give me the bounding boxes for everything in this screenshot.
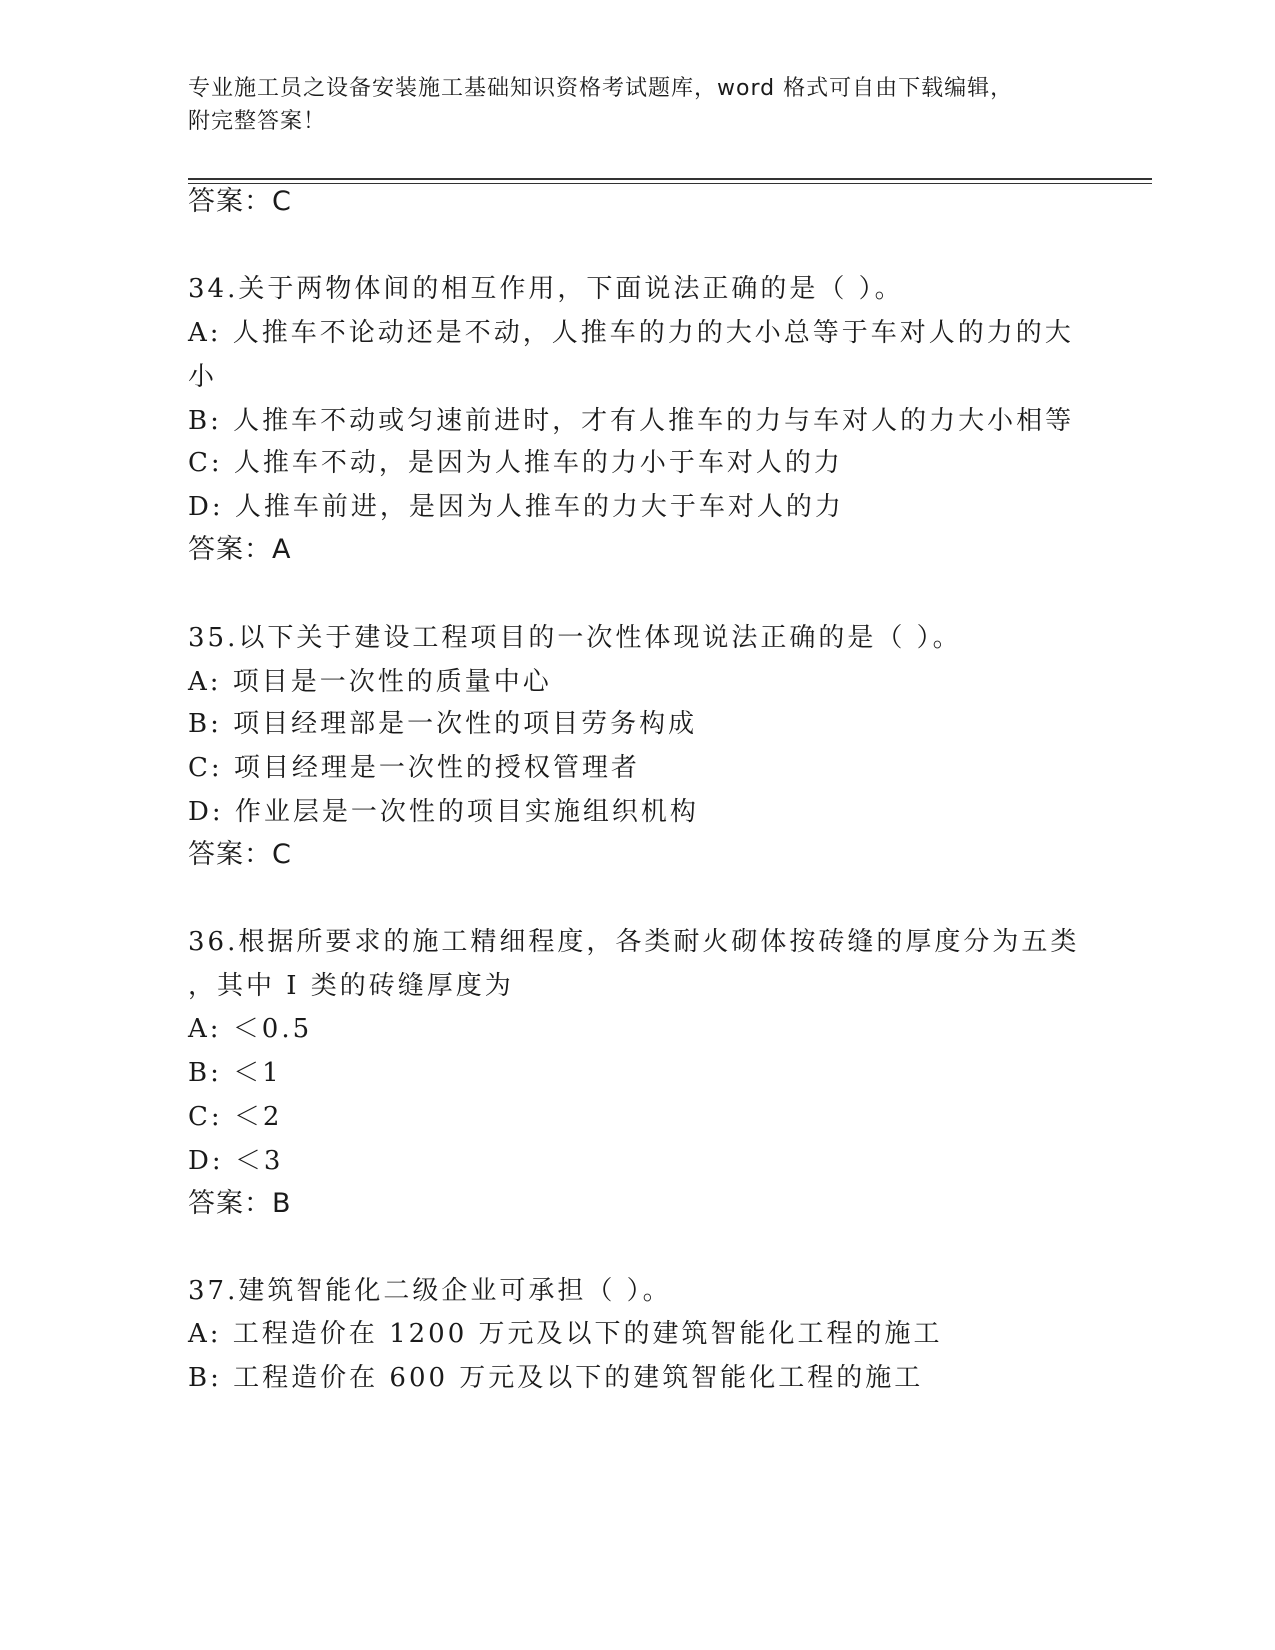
question-34-option-a-line-2: 小 <box>188 362 218 392</box>
answer-36: 答案：B <box>188 1188 292 1219</box>
question-34-option-a-line-1: A: 人推车不论动还是不动，人推车的力的大小总等于车对人的力的大 <box>188 318 1074 348</box>
question-36-stem-line-1: 36.根据所要求的施工精细程度，各类耐火砌体按砖缝的厚度分为五类 <box>188 927 1080 957</box>
answer-35: 答案：C <box>188 839 292 870</box>
page-header <box>188 72 1068 138</box>
question-35-stem: 35.以下关于建设工程项目的一次性体现说法正确的是（ ）。 <box>188 623 962 653</box>
header-divider-thick <box>188 178 1152 180</box>
question-37-option-a: A: 工程造价在 1200 万元及以下的建筑智能化工程的施工 <box>188 1319 943 1349</box>
question-34-option-c: C: 人推车不动，是因为人推车的力小于车对人的力 <box>188 448 843 478</box>
question-37-stem: 37.建筑智能化二级企业可承担（ ）。 <box>188 1276 672 1306</box>
answer-34: 答案：A <box>188 534 292 565</box>
question-34-option-b: B: 人推车不动或匀速前进时，才有人推车的力与车对人的力大小相等 <box>188 406 1075 436</box>
question-36-option-d: D: ＜3 <box>188 1146 284 1176</box>
header-divider-thin <box>188 183 1152 184</box>
question-35-option-d: D: 作业层是一次性的项目实施组织机构 <box>188 797 699 827</box>
question-35-option-b: B: 项目经理部是一次性的项目劳务构成 <box>188 709 698 739</box>
question-35-option-a: A: 项目是一次性的质量中心 <box>188 667 552 697</box>
question-34-stem: 34.关于两物体间的相互作用，下面说法正确的是（ ）。 <box>188 274 904 304</box>
question-36-option-c: C: ＜2 <box>188 1102 283 1132</box>
answer-33: 答案：C <box>188 186 292 217</box>
header-line-2: 附完整答案！ <box>188 109 327 134</box>
question-37-option-b: B: 工程造价在 600 万元及以下的建筑智能化工程的施工 <box>188 1363 924 1393</box>
header-line-1: 专业施工员之设备安装施工基础知识资格考试题库，word 格式可自由下载编辑， <box>188 76 1014 101</box>
question-36-stem-line-2: ，其中 I 类的砖缝厚度为 <box>188 971 514 1001</box>
question-35-option-c: C: 项目经理是一次性的授权管理者 <box>188 753 640 783</box>
question-36-option-b: B: ＜1 <box>188 1058 282 1088</box>
question-34-option-d: D: 人推车前进，是因为人推车的力大于车对人的力 <box>188 492 844 522</box>
question-36-option-a: A: ＜0.5 <box>188 1014 313 1044</box>
